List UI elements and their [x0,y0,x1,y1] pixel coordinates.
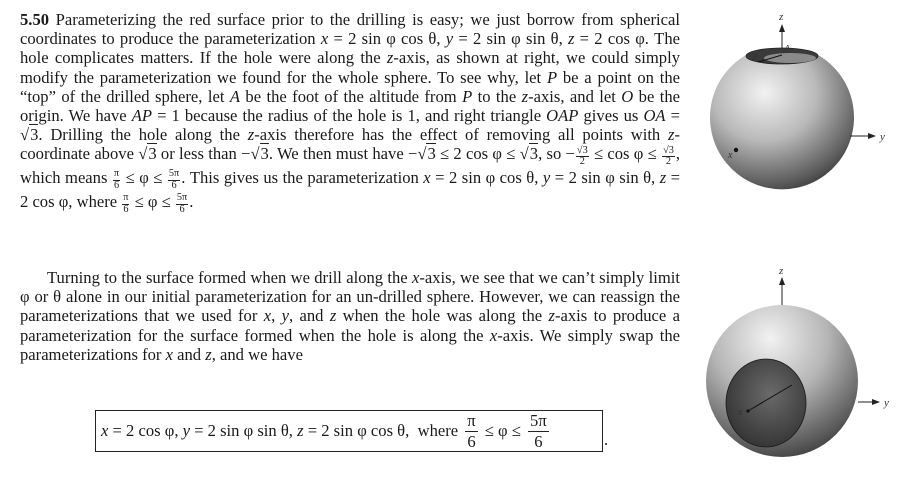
text-segment: = 2 sin φ cos θ, [328,29,446,49]
drilled-sphere [710,55,854,189]
text-segment: ≤ φ ≤ [130,191,175,211]
radicand: 3 [529,144,539,164]
text-segment: -coordinate above [20,125,680,164]
boxed-text: = 2 sin φ cos θ, where [303,421,463,440]
var-z: z [297,421,304,440]
text-segment: , [271,306,282,326]
var-z: z [567,29,575,49]
var-x: x [423,168,431,188]
var-x: x [489,325,498,345]
hole-center-point [746,409,749,412]
var-x: x [165,344,173,364]
text-segment: be the origin. We have [20,86,681,126]
text-segment: = 2 sin φ sin θ, [550,168,660,188]
sqrt-expr: √3 [519,144,539,164]
var-P: P [462,86,473,106]
sqrt-expr: √3 [20,125,39,145]
text-segment: to the [472,86,522,106]
var-O: O [621,86,634,106]
var-z: z [247,125,255,145]
text-segment: be a point on the “top” of the drilled sphere, let [20,67,680,106]
text-segment: -axis therefore has the effect of removing all points with [254,125,668,145]
sqrt-expr: √3 [138,144,157,164]
var-z: z [668,125,675,145]
text-segment: = 2 sin φ cos θ, [430,168,543,188]
text-segment: ≤ cos φ ≤ [589,144,662,164]
var-x: x [263,306,272,326]
z-axis-arrowhead [779,24,785,32]
denominator: 6 [113,180,120,192]
paragraph-2 [20,268,680,364]
fraction-5pi-over-6 [176,193,188,216]
x-axis-label: x [728,150,733,161]
radicand: 3 [260,144,269,164]
text-segment: when the hole was along the [336,306,549,326]
text-segment: = [665,106,680,126]
numerator: 5π [176,192,188,204]
numerator: π [123,192,129,204]
z-axis-label: z [779,265,784,277]
fraction-sqrt3-over-2: $\frac{√3}{2}$ [576,144,588,168]
var-y: y [542,168,551,188]
y-axis-label: y [884,397,889,409]
radicand: 3 [427,144,436,164]
text-segment: . We then must have − [268,144,418,164]
boxed-text: = 2 sin φ sin θ, [190,421,298,440]
text-segment: . Drilling the hole along the [38,125,248,145]
sqrt-expr: √3 [417,144,436,164]
figure-drilled-z-axis [700,0,916,245]
fraction-5pi-over-6 [528,411,549,450]
var-z: z [329,306,337,326]
boxed-text: ≤ φ ≤ [480,421,526,440]
text-segment: . This gives us the parameterization [181,168,424,188]
var-y: y [445,29,454,49]
text-segment: Turning to the surface formed when we drill along the [47,268,412,287]
var-y: y [281,306,289,326]
text-segment: = 2 cos φ. The hole complicates matters. If the hole were along the [20,29,680,68]
var-x: x [101,421,109,440]
fraction-pi-over-6 [113,169,120,192]
numerator: 5π [530,411,547,431]
y-axis-arrowhead [868,133,876,139]
var-x: x [320,29,329,49]
text-segment: , which means [20,144,681,188]
label-P: P [752,52,759,63]
text-segment: , and we have [211,344,303,364]
text-segment: -axis, as shown at right, we could simply modify the parameterization we found for the whole sphere. To see why, let [20,48,680,87]
text-segment: = 2 sin φ sin θ, [453,29,568,49]
box-period: . [604,430,609,449]
numerator: π [113,168,120,180]
var-z: z [205,344,212,364]
text-segment: -axis, we see that we can’t simply limit φ or θ alone in our initial parameterization for an un-drilled sphere. However, we can reassign the parameterizations that we used for [20,268,680,326]
text-segment: gives us [578,106,644,126]
radicand: 3 [582,144,588,156]
y-axis-label: y [880,131,885,143]
numerator: π [467,411,476,431]
text-segment: or less than − [156,144,251,164]
paragraph-1 [20,10,680,216]
boxed-text: = 2 cos φ, [108,421,183,440]
text-segment: -axis, and let [528,86,622,106]
text-segment: Parameterizing the red surface prior to the drilling is easy; we just borrow from spherical coordinates to produce the parameterization [20,10,680,49]
denominator: 6 [534,431,543,451]
radicand: 3 [30,125,39,145]
text-segment: , so − [538,144,575,164]
text-segment: be the foot of the altitude from [240,86,463,106]
fraction-5pi-over-6 [168,169,180,192]
text-segment: = 1 because the radius of the hole is 1, and right triangle [152,106,547,126]
z-axis-label: z [779,11,784,23]
hole-opening [726,359,806,447]
denominator: 6 [171,180,177,192]
text-segment: , and [288,306,330,326]
label-A: A [784,44,791,55]
text-segment: ≤ 2 cos φ ≤ [435,144,520,164]
fraction-pi-over-6 [122,193,129,216]
sqrt-expr: √3 [250,144,269,164]
text-segment: . [189,191,194,211]
problem-number: 5.50 [20,10,50,29]
text-segment: = 2 cos φ, where [20,168,681,211]
var-A: A [229,86,240,106]
boxed-parameterization [95,410,603,452]
radicand: 3 [148,144,157,164]
var-z: z [548,306,555,326]
text-segment: -axis to produce a parameterization for the surface formed when the hole is along the [20,306,681,345]
var-z: z [659,168,667,188]
var-OAP: OAP [546,106,579,126]
radicand: 3 [668,144,674,156]
x-axis-label: x [738,407,743,418]
text-segment: ≤ φ ≤ [121,168,167,188]
var-z: z [386,48,394,68]
var-z: z [521,86,529,106]
text-segment: -axis. We simply swap the parameterizations for [20,325,681,364]
text-segment: and [172,344,206,364]
figure-drilled-x-axis [700,263,916,487]
var-P: P [546,67,558,87]
z-axis-arrowhead [779,277,785,285]
fraction-sqrt3-over-2: $\frac{√3}{2}$ [663,144,674,168]
denominator: 2 [579,156,585,168]
var-AP: AP [131,106,153,126]
x-axis-point [734,148,738,152]
denominator: 6 [123,203,129,215]
y-axis-arrowhead [872,399,880,405]
denominator: 6 [179,203,185,215]
denominator: 2 [665,156,672,168]
numerator: 5π [168,168,180,180]
var-OA: OA [643,106,666,126]
fraction-pi-over-6 [465,411,477,450]
denominator: 6 [467,431,476,451]
var-y: y [182,421,190,440]
var-x: x [411,268,420,287]
